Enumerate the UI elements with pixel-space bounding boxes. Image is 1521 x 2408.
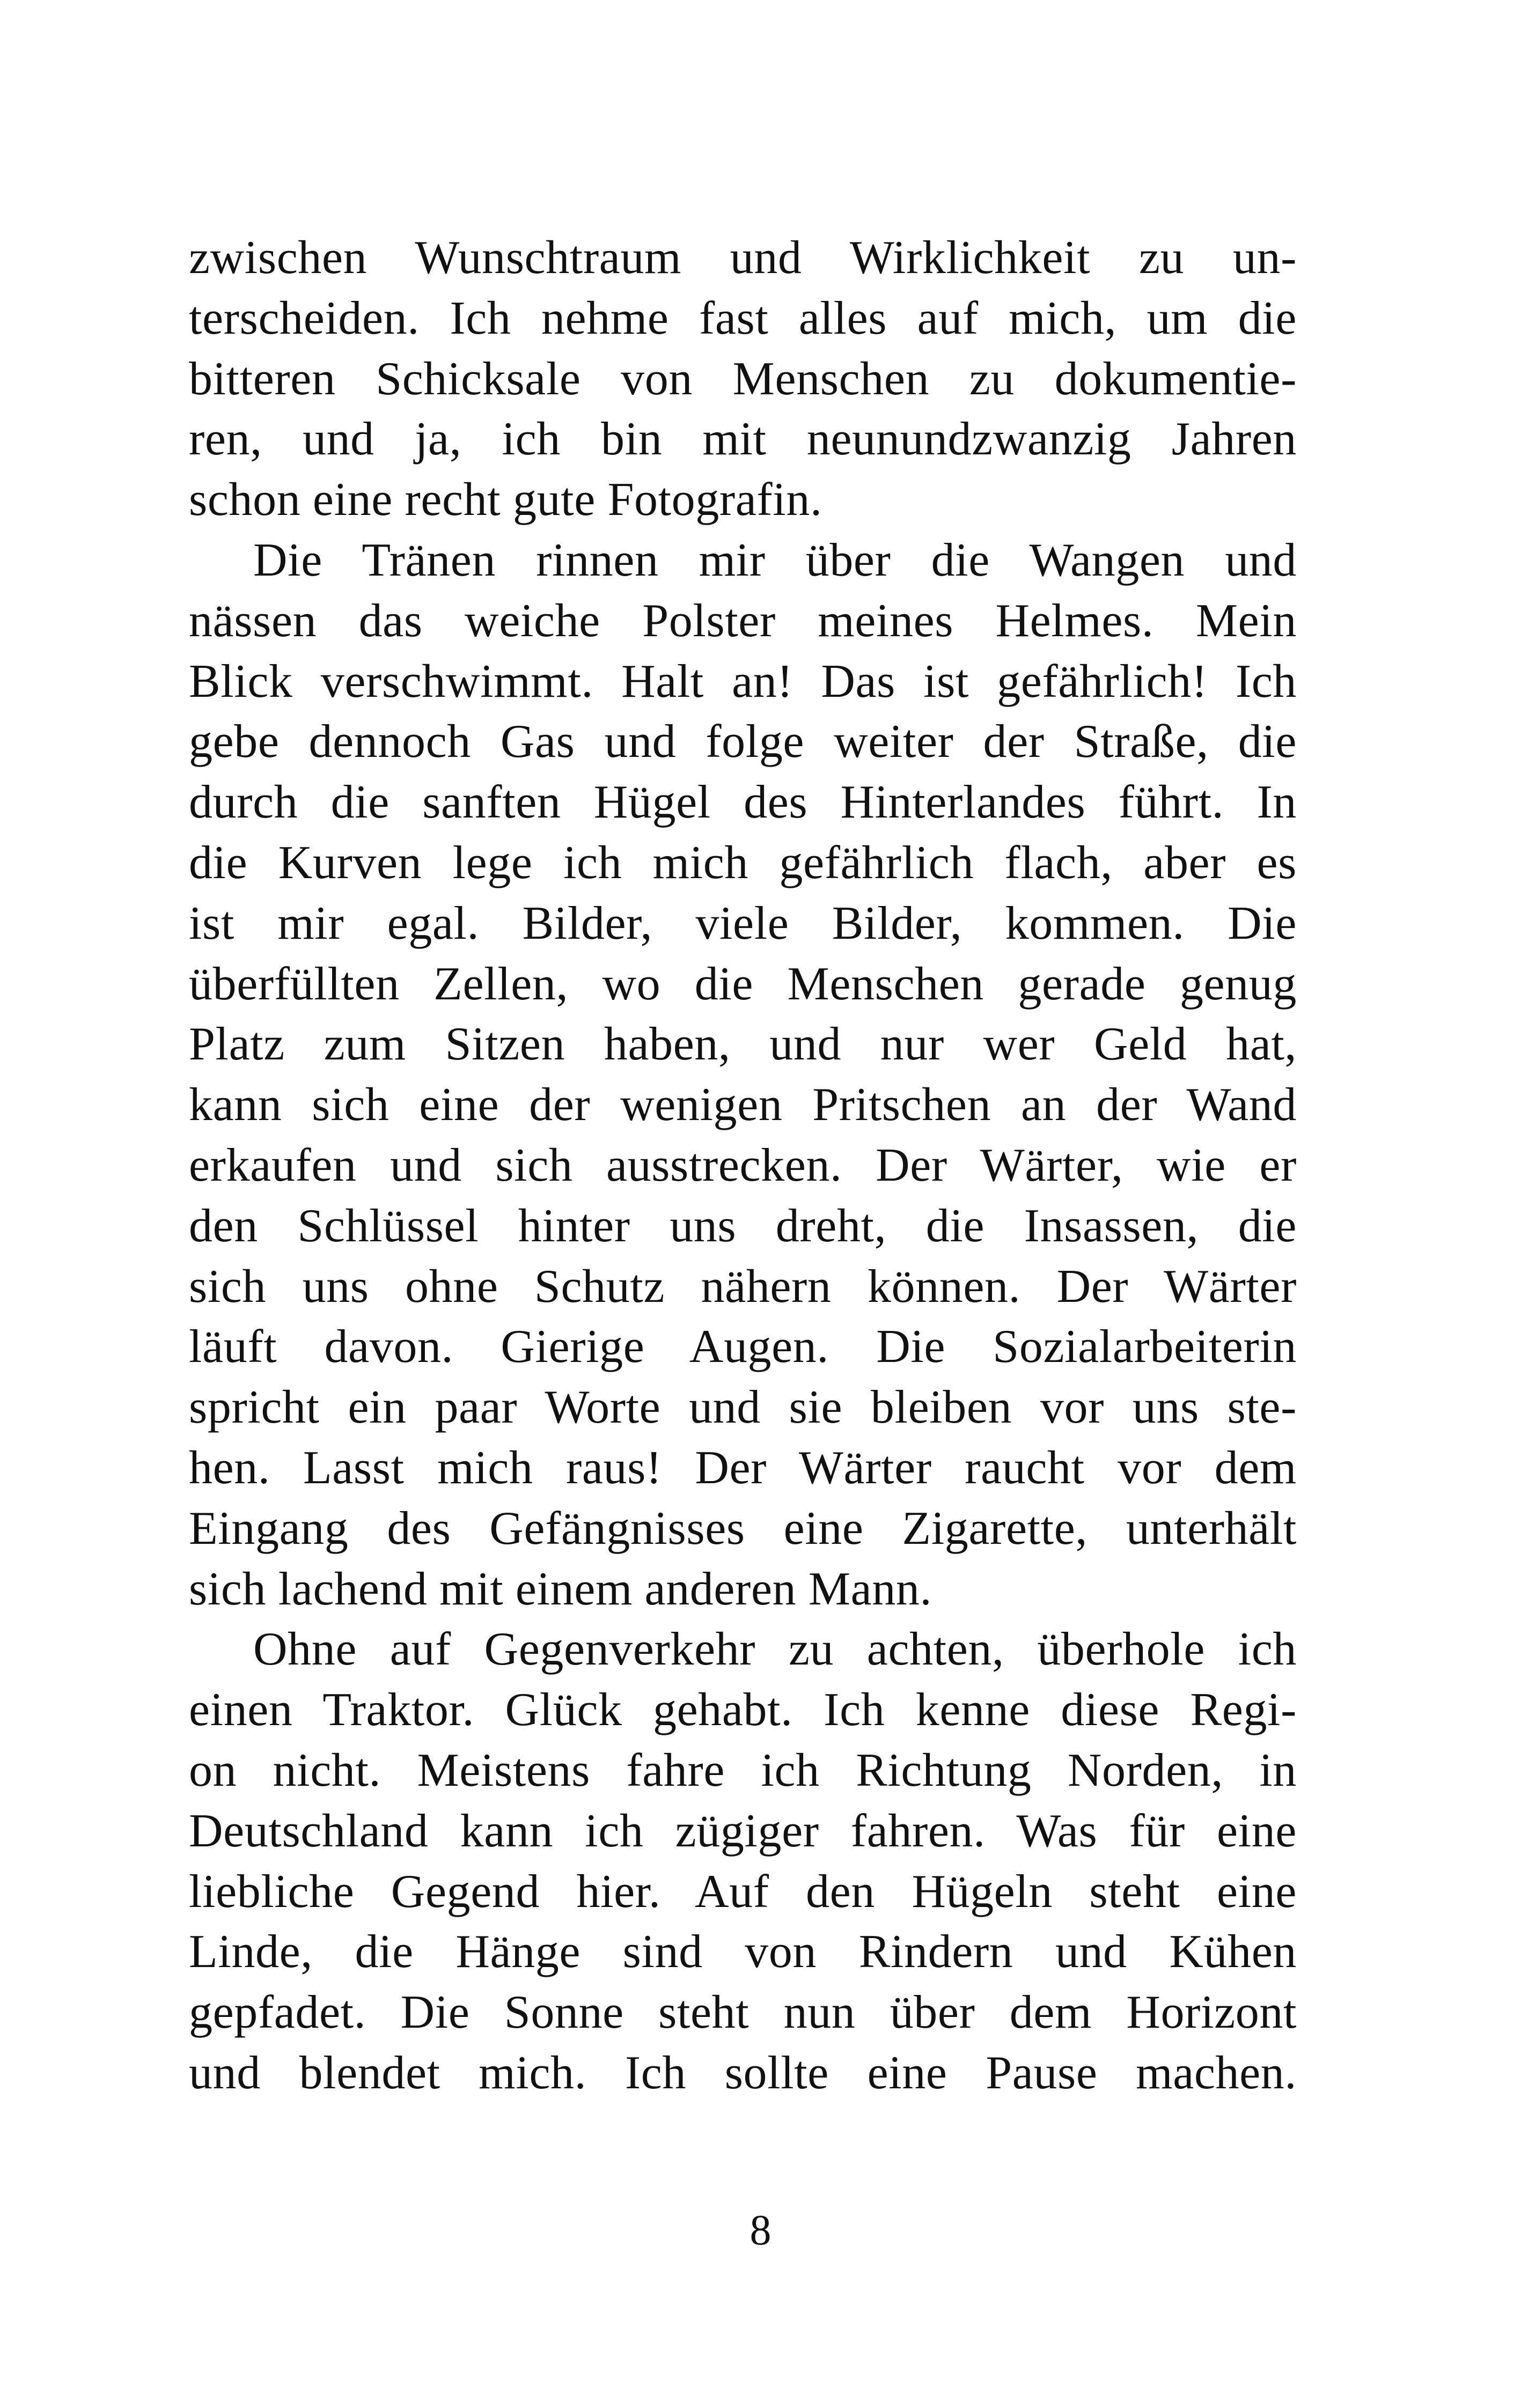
text-line: sich lachend mit einem anderen Mann. — [189, 1563, 932, 1615]
text-line: hen. Lasst mich raus! Der Wärter raucht vor dem — [189, 1441, 1297, 1494]
text-line: die Kurven lege ich mich gefährlich flach, aber es — [189, 836, 1297, 889]
text-line: gepfadet. Die Sonne steht nun über dem Horizont — [189, 1986, 1297, 2039]
text-line: liebliche Gegend hier. Auf den Hügeln steht eine — [189, 1865, 1297, 1918]
text-line: Ohne auf Gegenverkehr zu achten, überhole ich — [253, 1623, 1297, 1676]
text-line: den Schlüssel hinter uns dreht, die Insassen, die — [189, 1199, 1297, 1252]
text-line: terscheiden. Ich nehme fast alles auf mich, um die — [189, 292, 1297, 344]
text-line: Deutschland kann ich zügiger fahren. Was für eine — [189, 1805, 1297, 1857]
text-line: läuft davon. Gierige Augen. Die Sozialarbeiterin — [189, 1321, 1297, 1373]
text-line: einen Traktor. Glück gehabt. Ich kenne diese Regi- — [189, 1684, 1297, 1736]
text-line: und blendet mich. Ich sollte eine Pause machen. — [189, 2046, 1297, 2099]
text-line: Eingang des Gefängnisses eine Zigarette, unterhält — [189, 1502, 1297, 1555]
text-line: nässen das weiche Polster meines Helmes. Mein — [189, 594, 1297, 647]
text-line: Linde, die Hänge sind von Rindern und Kühen — [189, 1926, 1297, 1978]
body-text — [189, 228, 1297, 2104]
text-line: kann sich eine der wenigen Pritschen an der Wand — [189, 1079, 1297, 1131]
text-line: durch die sanften Hügel des Hinterlandes führt. In — [189, 776, 1297, 829]
text-line: gebe dennoch Gas und folge weiter der Straße, die — [189, 716, 1297, 768]
text-line: zwischen Wunschtraum und Wirklichkeit zu un- — [189, 232, 1297, 284]
text-line: ist mir egal. Bilder, viele Bilder, kommen. Die — [189, 897, 1297, 949]
text-line: Platz zum Sitzen haben, und nur wer Geld hat, — [189, 1018, 1297, 1071]
text-line: überfüllten Zellen, wo die Menschen gerade genug — [189, 958, 1297, 1010]
text-line: erkaufen und sich ausstrecken. Der Wärter, wie er — [189, 1139, 1297, 1191]
text-line: bitteren Schicksale von Menschen zu dokumentie- — [189, 352, 1297, 405]
page-number: 8 — [750, 2207, 771, 2254]
text-line: spricht ein paar Worte und sie bleiben vor uns ste- — [189, 1381, 1297, 1434]
text-line: schon eine recht gute Fotografin. — [189, 474, 822, 526]
text-line: Die Tränen rinnen mir über die Wangen und — [253, 534, 1297, 586]
text-line: Blick verschwimmt. Halt an! Das ist gefährlich! Ich — [189, 655, 1297, 708]
text-line: sich uns ohne Schutz nähern können. Der Wärter — [189, 1260, 1297, 1313]
text-line: ren, und ja, ich bin mit neunundzwanzig Jahren — [189, 413, 1297, 466]
text-line: on nicht. Meistens fahre ich Richtung Norden, in — [189, 1744, 1297, 1796]
